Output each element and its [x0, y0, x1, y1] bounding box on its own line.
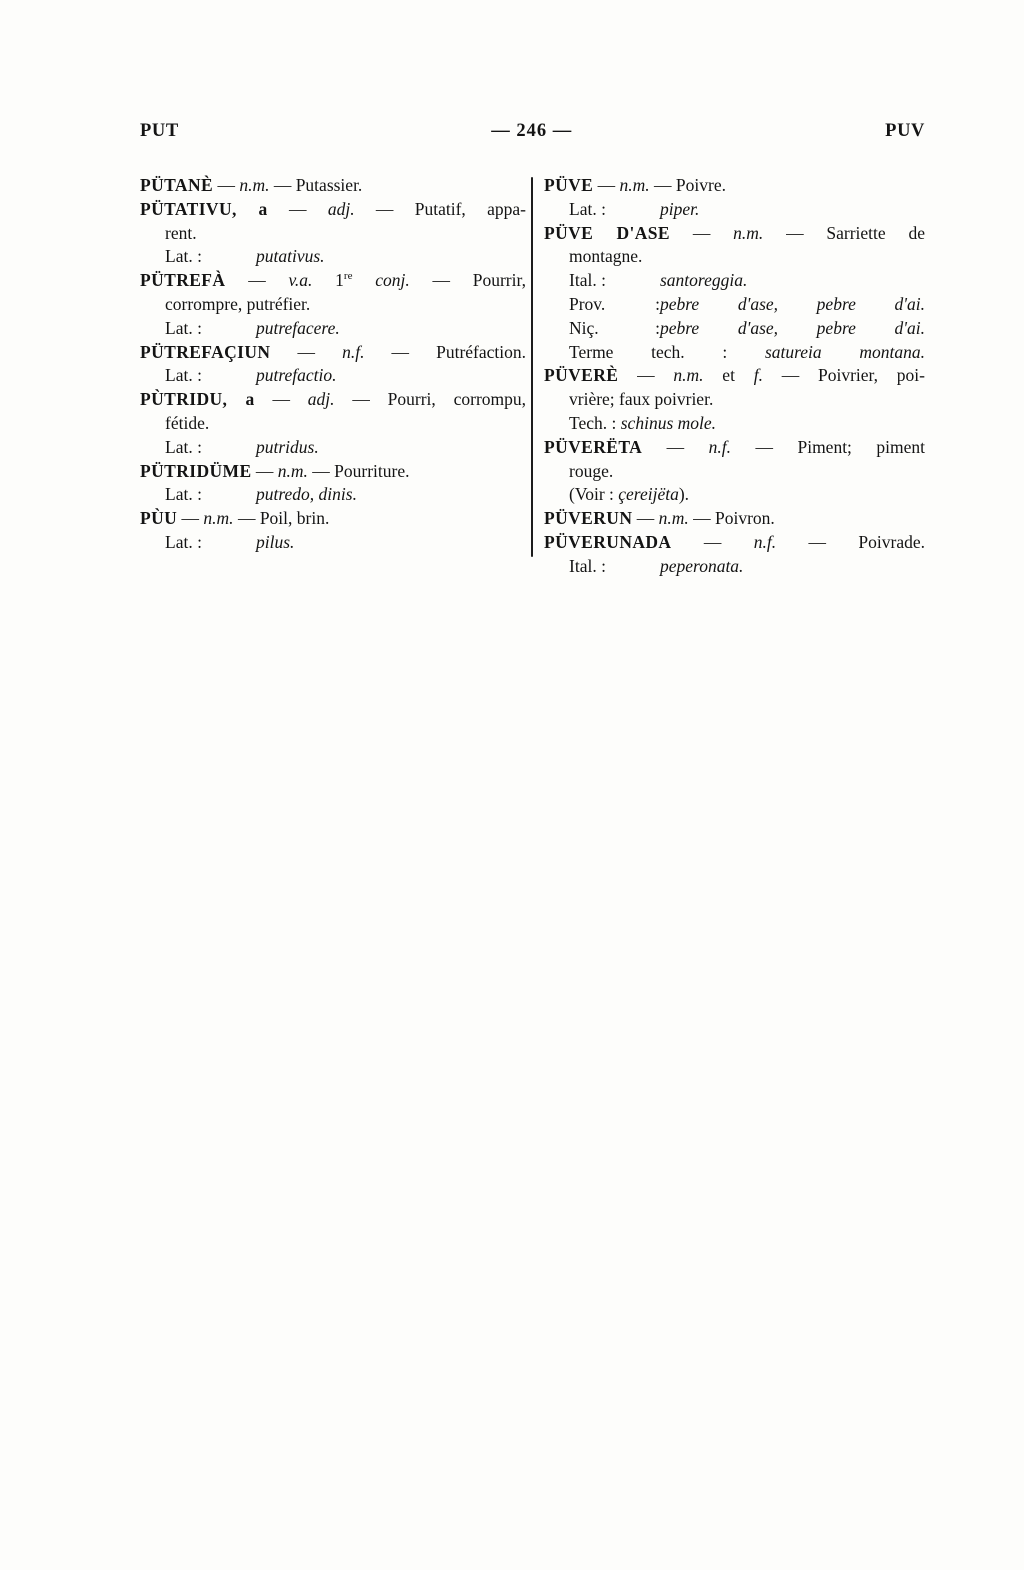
right-column	[544, 174, 925, 579]
text-run-it: pebre d'ase, pebre d'ai.	[660, 317, 925, 338]
entry-first-line	[140, 460, 526, 484]
text-run-txt: — Pourrir,	[409, 270, 526, 291]
text-run-hw: PÜTANÈ	[140, 175, 214, 195]
entry-first-line	[140, 174, 526, 198]
entry-first-line	[544, 174, 925, 198]
entry-first-line	[544, 222, 925, 246]
column-divider-rule	[531, 177, 533, 557]
entry-reference-line	[140, 483, 526, 507]
text-run-hw: PÜVE	[544, 175, 594, 195]
text-run-it: putrefacere.	[256, 317, 340, 338]
text-run-txt: vrière; faux poivrier.	[569, 389, 714, 410]
entry-continuation-line	[140, 293, 526, 317]
left-column	[140, 174, 526, 555]
text-run-txt: Terme tech. :	[569, 341, 765, 362]
text-run-pos: n.f.	[753, 531, 777, 552]
text-run-txt: —	[251, 460, 278, 481]
text-run-lbl: Lat. :	[165, 317, 202, 338]
text-run-it: putredo, dinis.	[256, 484, 357, 505]
text-run-pos: n.m.	[619, 175, 650, 195]
entry-continuation-line	[140, 412, 526, 436]
text-run-txt: — Sarriette de	[763, 222, 925, 243]
entry-reference-line	[140, 436, 526, 460]
text-run-pos: f.	[753, 365, 763, 386]
text-run-pos: n.m.	[733, 222, 764, 243]
entry-reference-line	[544, 293, 925, 317]
text-run-it: satureia montana.	[764, 341, 925, 362]
entry-continuation-line	[544, 460, 925, 484]
text-run-it: peperonata.	[660, 555, 744, 576]
entry-reference-line	[140, 364, 526, 388]
text-run-sup: re	[343, 270, 353, 283]
text-run-txt: et	[703, 365, 754, 386]
text-run-it: çereijëta	[618, 484, 679, 505]
text-run-txt: — Pourriture.	[307, 460, 410, 481]
text-run-txt: — Poivrade.	[776, 531, 925, 552]
text-run-lbl: Lat. :	[165, 484, 202, 505]
text-run-lbl: Lat. :	[165, 365, 202, 386]
text-run-pos: v.a.	[288, 270, 313, 291]
entry-reference-line	[544, 198, 925, 222]
text-run-hw: PÜVERUN	[544, 508, 633, 529]
entry-first-line	[544, 436, 925, 460]
text-run-txt: —	[270, 341, 343, 362]
text-run-it: piper.	[660, 198, 700, 219]
text-run-txt: corrompre, putréfier.	[165, 293, 311, 314]
text-run-lbl: Ital. :	[569, 555, 606, 576]
text-run-txt: — Pourri, corrompu,	[334, 389, 527, 410]
text-run-hw: PÙTRIDU, a	[140, 389, 255, 410]
entry-continuation-line	[544, 483, 925, 507]
text-run-it: pilus.	[256, 531, 295, 552]
text-run-hw: PÜTREFÀ	[140, 270, 226, 291]
text-run-txt: Tech. :	[569, 412, 621, 433]
text-run-txt: — Poivre.	[649, 175, 726, 195]
entry-first-line	[140, 507, 526, 531]
text-run-lbl: Prov. :	[569, 293, 660, 314]
text-run-txt: — Putatif, appa-	[354, 198, 527, 219]
text-run-pos: conj.	[375, 270, 410, 291]
text-run-hw: PÜVERÈ	[544, 365, 619, 386]
text-run-it: pebre d'ase, pebre d'ai.	[660, 293, 925, 314]
text-run-hw: PÜVERUNADA	[544, 531, 672, 552]
text-run-txt	[352, 270, 375, 290]
text-run-txt: rent.	[165, 222, 197, 243]
text-columns	[140, 174, 925, 579]
entry-reference-line	[140, 531, 526, 555]
page-number: — 246 —	[491, 121, 573, 141]
running-head	[140, 121, 925, 147]
header-left-guide-word: PUT	[140, 121, 179, 141]
text-run-txt: —	[632, 508, 659, 529]
text-run-pos: n.f.	[708, 436, 732, 457]
text-run-txt: — Putréfaction.	[364, 341, 526, 362]
text-run-txt: —	[267, 198, 328, 219]
text-run-hw: PÜVE D'ASE	[544, 222, 670, 243]
text-run-txt: —	[593, 175, 620, 195]
entry-continuation-line	[140, 222, 526, 246]
text-run-txt: —	[254, 389, 308, 410]
entry-first-line	[140, 341, 526, 365]
entry-first-line	[140, 388, 526, 412]
text-run-hw: PÜTATIVU, a	[140, 198, 268, 219]
text-run-txt: —	[618, 365, 674, 386]
entry-first-line	[544, 364, 925, 388]
text-run-txt: — Piment; piment	[731, 436, 926, 457]
entry-reference-line	[544, 317, 925, 341]
text-run-pos: n.m.	[277, 460, 308, 481]
text-run-pos: n.f.	[342, 341, 365, 362]
entry-reference-line	[544, 555, 925, 579]
text-run-txt: — Poivrier, poi-	[762, 365, 925, 386]
text-run-txt: montagne.	[569, 246, 643, 267]
text-run-pos: adj.	[307, 389, 335, 410]
text-run-lbl: Lat. :	[165, 246, 202, 267]
text-run-txt: rouge.	[569, 460, 614, 481]
text-run-it: putridus.	[256, 436, 319, 457]
text-run-pos: n.m.	[658, 508, 689, 529]
text-run-it: schinus mole.	[620, 412, 717, 433]
text-run-txt: —	[642, 436, 709, 457]
text-run-it: santoreggia.	[660, 270, 748, 291]
text-run-lbl: Lat. :	[165, 436, 202, 457]
text-run-hw: PÙU	[140, 508, 178, 529]
entry-first-line	[140, 198, 526, 222]
text-run-txt: —	[177, 508, 204, 529]
header-right-guide-word: PUV	[885, 121, 925, 141]
text-run-it: putativus.	[256, 246, 325, 267]
entry-continuation-line	[544, 388, 925, 412]
entry-first-line	[140, 269, 526, 293]
text-run-txt: fétide.	[165, 412, 210, 433]
text-run-pos: n.m.	[203, 508, 234, 529]
entry-reference-line	[544, 269, 925, 293]
text-run-pos: n.m.	[673, 365, 704, 386]
entry-reference-line	[544, 412, 925, 436]
entry-continuation-line	[544, 245, 925, 269]
text-run-txt: (Voir :	[569, 484, 619, 505]
text-run-txt: —	[671, 531, 754, 552]
text-run-lbl: Niç. :	[569, 317, 660, 338]
text-run-txt: — Poil, brin.	[233, 508, 330, 529]
text-run-txt: ).	[678, 484, 690, 505]
text-run-pos: n.m.	[239, 175, 270, 195]
text-run-it: putrefactio.	[256, 365, 337, 386]
entry-first-line	[544, 507, 925, 531]
text-run-pos: adj.	[327, 198, 355, 219]
text-run-hw: PÜTREFAÇIUN	[140, 341, 271, 362]
text-run-lbl: Lat. :	[569, 198, 606, 219]
text-run-txt: — Putassier.	[269, 175, 363, 195]
text-run-hw: PÜTRIDÜME	[140, 460, 252, 481]
text-run-lbl: Lat. :	[165, 531, 202, 552]
entry-reference-line	[140, 245, 526, 269]
text-run-txt: —	[213, 175, 240, 195]
text-run-txt: 1	[312, 270, 344, 291]
entry-reference-line	[140, 317, 526, 341]
entry-first-line	[544, 531, 925, 555]
text-run-lbl: Ital. :	[569, 270, 606, 291]
text-run-txt: —	[670, 222, 734, 243]
text-run-txt: — Poivron.	[688, 508, 775, 529]
text-run-hw: PÜVERËTA	[544, 436, 643, 457]
entry-reference-line	[544, 341, 925, 365]
text-run-txt: —	[225, 270, 289, 291]
